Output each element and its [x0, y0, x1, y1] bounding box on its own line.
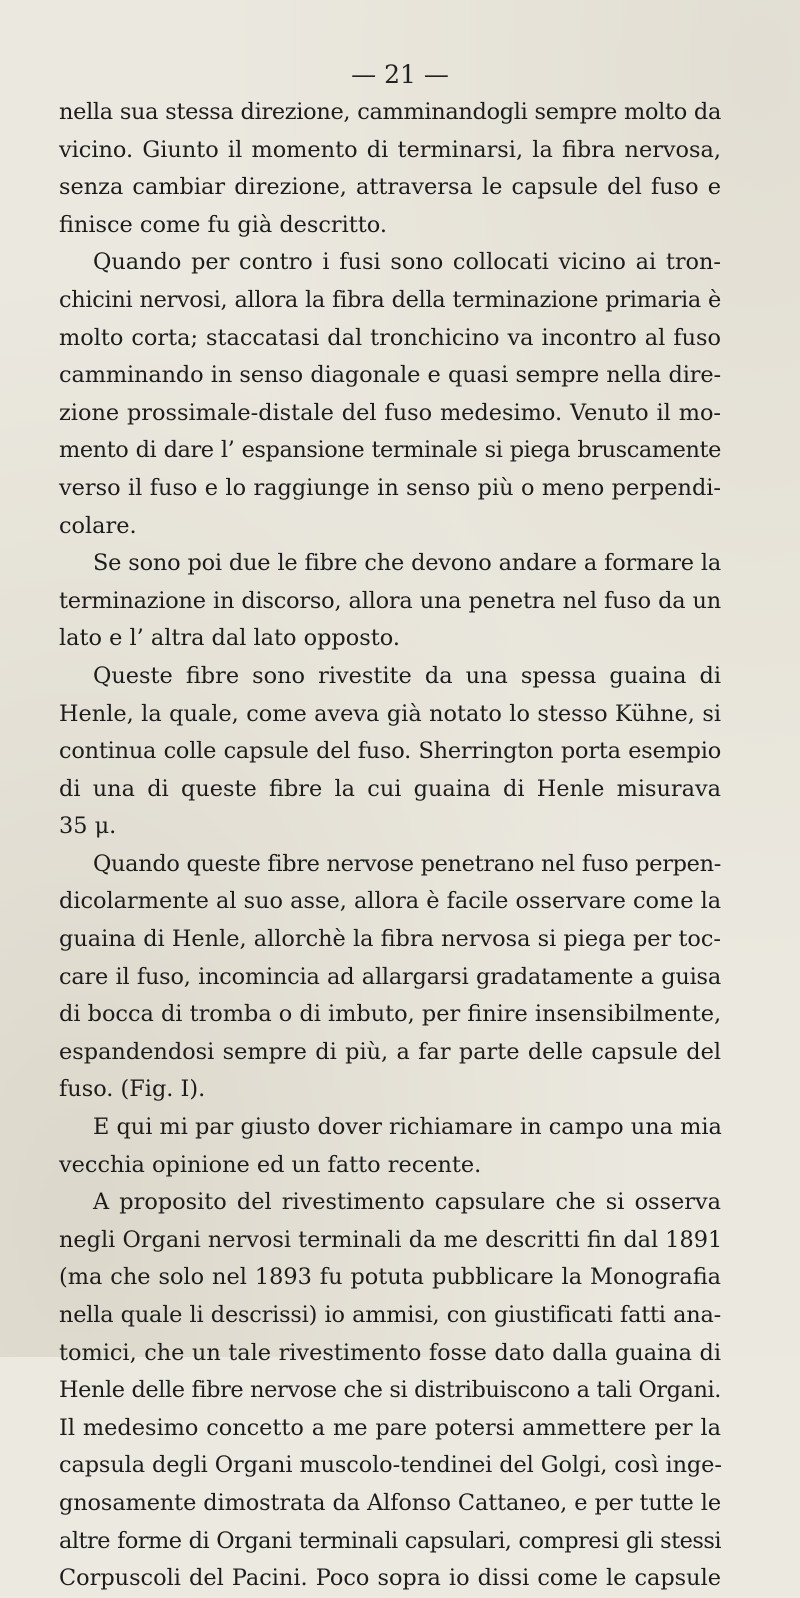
text-line: senza cambiar direzione, attraversa le capsule del fuso e	[59, 174, 721, 201]
text-line: tomici, che un tale rivestimento fosse dato dalla guaina di	[59, 1339, 721, 1366]
text-line: terminazione in discorso, allora una penetra nel fuso da un	[59, 587, 721, 614]
text-line: finisce come fu già descritto.	[59, 211, 387, 238]
text-line: Henle delle fibre nervose che si distribuiscono a tali Organi.	[59, 1377, 721, 1404]
text-line: care il fuso, incomincia ad allargarsi gradatamente a guisa	[59, 963, 721, 990]
text-line: 35 μ.	[59, 813, 117, 840]
text-line: guaina di Henle, allorchè la fibra nervosa si piega per toc-	[59, 926, 721, 953]
text-line: Henle, la quale, come aveva già notato lo stesso Kühne, si	[59, 700, 721, 727]
page-number: — 21 —	[351, 60, 449, 89]
text-line: Quando queste fibre nervose penetrano nel fuso perpen-	[93, 850, 721, 877]
text-line: di una di queste fibre la cui guaina di Henle misurava	[59, 775, 721, 802]
text-line: dicolarmente al suo asse, allora è facile osservare come la	[59, 888, 722, 915]
text-line: altre forme di Organi terminali capsulari, compresi gli stessi	[59, 1527, 721, 1554]
text-line: Queste fibre sono rivestite da una spessa guaina di	[93, 662, 721, 689]
text-line: di bocca di tromba o di imbuto, per finire insensibilmente,	[59, 1001, 722, 1028]
text-line: fuso. (Fig. I).	[59, 1076, 206, 1103]
body-text	[59, 94, 721, 1598]
text-line: A proposito del rivestimento capsulare che si osserva	[93, 1189, 721, 1216]
text-line: nella sua stessa direzione, camminandogli sempre molto da	[59, 99, 721, 125]
text-line: Quando per contro i fusi sono collocati vicino ai tron-	[93, 249, 721, 276]
text-line: zione prossimale-distale del fuso medesimo. Venuto il mo-	[59, 399, 721, 426]
text-line: E qui mi par giusto dover richiamare in campo una mia	[93, 1114, 722, 1141]
text-line: vicino. Giunto il momento di terminarsi, la fibra nervosa,	[59, 136, 721, 163]
text-line: Il medesimo concetto a me pare potersi ammettere per la	[59, 1414, 721, 1441]
text-line: continua colle capsule del fuso. Sherrington porta esempio	[59, 738, 721, 765]
text-line: mento di dare l’ espansione terminale si piega bruscamente	[59, 437, 721, 464]
text-line: Corpuscoli del Pacini. Poco sopra io dissi come le capsule	[59, 1565, 721, 1592]
text-line: gnosamente dimostrata da Alfonso Cattaneo, e per tutte le	[59, 1489, 721, 1516]
text-line: verso il fuso e lo raggiunge in senso più o meno perpendi-	[59, 474, 721, 501]
text-line: nella quale li descrissi) io ammisi, con giustificati fatti ana-	[59, 1302, 721, 1328]
text-line: vecchia opinione ed un fatto recente.	[59, 1151, 482, 1178]
text-line: Se sono poi due le fibre che devono andare a formare la	[93, 550, 721, 577]
text-line: espandendosi sempre di più, a far parte delle capsule del	[59, 1038, 721, 1065]
text-line: lato e l’ altra dal lato opposto.	[59, 625, 400, 652]
text-line: colare.	[59, 512, 137, 539]
text-line: capsula degli Organi muscolo-tendinei del Golgi, così inge-	[59, 1452, 722, 1479]
text-line: (ma che solo nel 1893 fu potuta pubblicare la Monografia	[59, 1264, 721, 1291]
text-line: camminando in senso diagonale e quasi sempre nella dire-	[59, 362, 721, 389]
text-line: negli Organi nervosi terminali da me descritti fin dal 1891	[59, 1226, 723, 1253]
text-line: molto corta; staccatasi dal tronchicino va incontro al fuso	[59, 324, 721, 351]
text-line: chicini nervosi, allora la fibra della terminazione primaria è	[59, 286, 721, 313]
